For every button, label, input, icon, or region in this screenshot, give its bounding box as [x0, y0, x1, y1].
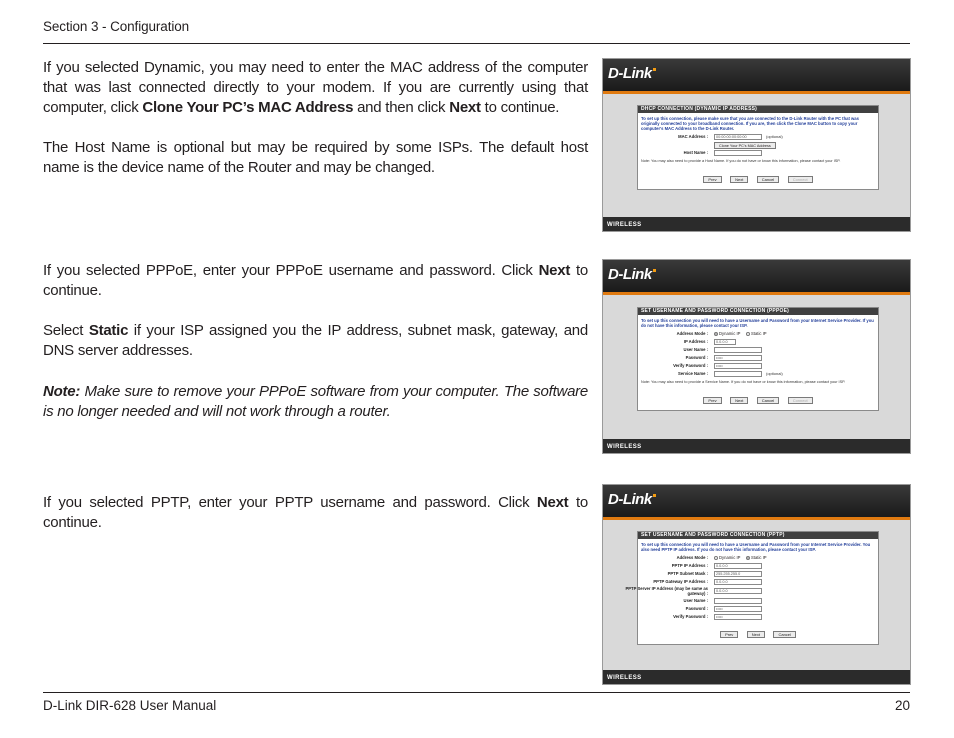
button-row — [638, 166, 878, 189]
button-row — [638, 387, 878, 410]
dlink-logo: D-Link — [608, 65, 656, 82]
host-row — [638, 149, 878, 157]
dlink-logo: D-Link — [608, 266, 656, 283]
ip-label: IP Address : — [683, 339, 708, 344]
gateway-label: PPTP Gateway IP Address : — [653, 579, 708, 584]
static-ip-option[interactable]: Static IP — [746, 330, 767, 338]
pptp-paragraph: If you selected PPTP, enter your PPTP username and password. Click Next to continue. — [43, 494, 588, 531]
service-input[interactable] — [714, 371, 762, 377]
next-button[interactable]: Next — [730, 176, 748, 183]
wireless-bar — [603, 439, 910, 453]
ip-row — [638, 338, 878, 346]
host-input[interactable] — [714, 150, 762, 156]
gateway-input[interactable]: 0.0.0.0 — [714, 579, 762, 585]
connect-button[interactable]: Connect — [788, 176, 813, 183]
next-button[interactable]: Next — [747, 631, 765, 638]
dhcp-panel — [637, 105, 879, 190]
address-mode-row — [638, 330, 878, 338]
wireless-text: WIRELESS — [607, 444, 642, 450]
static-ip-option[interactable]: Static IP — [746, 554, 767, 562]
verify-row — [638, 613, 878, 621]
mac-input[interactable]: 00:00:00:00:00:00 — [714, 134, 762, 140]
prev-button[interactable]: Prev — [720, 631, 738, 638]
dlink-logo: D-Link — [608, 491, 656, 508]
gateway-row — [638, 578, 878, 586]
ip-input[interactable]: 0.0.0.0 — [714, 563, 762, 569]
user-row — [638, 597, 878, 605]
connect-button[interactable]: Connect — [788, 397, 813, 404]
note-paragraph: Note: Make sure to remove your PPPoE software from your computer. The software is no longer needed and will not work through a router. — [43, 383, 588, 420]
brand-accent — [603, 517, 910, 520]
brand-accent — [603, 91, 910, 94]
address-mode-label: Address Mode : — [676, 555, 708, 560]
host-name-paragraph: The Host Name is optional but may be required by some ISPs. The default host name is the device name of the Router and may be changed. — [43, 139, 588, 176]
service-row — [638, 370, 878, 378]
clone-mac-button[interactable]: Clone Your PC's MAC Address — [714, 142, 776, 149]
user-input[interactable] — [714, 598, 762, 604]
panel-title: SET USERNAME AND PASSWORD CONNECTION (PPTP) — [638, 532, 878, 539]
password-label: Password : — [685, 355, 708, 360]
password-label: Password : — [685, 606, 708, 611]
mac-row — [638, 133, 878, 141]
user-input[interactable] — [714, 347, 762, 353]
password-input[interactable]: ••••• — [714, 606, 762, 612]
server-label: PPTP Server IP Address (may be same as gateway) : — [625, 586, 708, 596]
header-rule — [43, 43, 910, 44]
verify-label: Verify Password : — [673, 363, 708, 368]
prev-button[interactable]: Prev — [703, 176, 721, 183]
address-mode-label: Address Mode : — [676, 331, 708, 336]
ip-row — [638, 562, 878, 570]
radio-icon[interactable] — [714, 332, 718, 336]
dynamic-ip-option[interactable]: Dynamic IP — [714, 554, 740, 562]
panel-intro: To set up this connection, please make sure that you are connected to the D-Link Router with the PC that was originally connected to your broadband connection. If you are, then click the Clone MAC button to copy your computer's MAC Address to the D-Link Router. — [641, 116, 859, 131]
section-header: Section 3 - Configuration — [43, 19, 190, 34]
wireless-bar — [603, 670, 910, 684]
button-row — [638, 621, 878, 644]
panel-note: Note: You may also need to provide a Host Name. If you do not have or know this information, please contact your ISP. — [641, 159, 841, 163]
wireless-bar — [603, 217, 910, 231]
mask-input[interactable]: 255.255.255.0 — [714, 571, 762, 577]
mask-row — [638, 570, 878, 578]
mac-label: MAC Address : — [678, 134, 708, 139]
verify-input[interactable]: ••••• — [714, 363, 762, 369]
brand-accent — [603, 292, 910, 295]
brand-bar — [603, 59, 910, 91]
user-row — [638, 346, 878, 354]
panel-title: DHCP CONNECTION (DYNAMIC IP ADDRESS) — [638, 106, 878, 113]
verify-input[interactable]: ••••• — [714, 614, 762, 620]
wireless-text: WIRELESS — [607, 675, 642, 681]
cancel-button[interactable]: Cancel — [773, 631, 795, 638]
page-number: 20 — [894, 698, 910, 713]
service-label: Service Name : — [677, 371, 708, 376]
radio-icon[interactable] — [714, 556, 718, 560]
user-label: User Name : — [683, 598, 708, 603]
pppoe-panel — [637, 307, 879, 411]
optional-text: (optional) — [766, 134, 783, 139]
panel-intro: To set up this connection you will need to have a Username and Password from your Internet Service Provider. If you do not have this information, please contact your ISP. — [641, 318, 874, 328]
user-label: User Name : — [683, 347, 708, 352]
dynamic-ip-option[interactable]: Dynamic IP — [714, 330, 740, 338]
ip-input[interactable]: 0.0.0.0 — [714, 339, 736, 345]
host-label: Host Name : — [683, 150, 708, 155]
verify-label: Verify Password : — [673, 614, 708, 619]
password-row — [638, 354, 878, 362]
pppoe-paragraph: If you selected PPPoE, enter your PPPoE username and password. Click Next to continue. — [43, 262, 588, 299]
dynamic-paragraph: If you selected Dynamic, you may need to enter the MAC address of the computer that was last connected directly to your modem. If you are currently using that computer, click Clone Your PC’s MAC Address and then click Next to continue. — [43, 59, 588, 116]
password-input[interactable]: ••••• — [714, 355, 762, 361]
wireless-text: WIRELESS — [607, 222, 642, 228]
address-mode-row — [638, 554, 878, 562]
panel-note: Note: You may also need to provide a Service Name. If you do not have or know this information, please contact your ISP. — [641, 380, 846, 384]
cancel-button[interactable]: Cancel — [757, 176, 779, 183]
radio-icon[interactable] — [746, 332, 750, 336]
dhcp-screenshot — [602, 58, 911, 232]
mask-label: PPTP Subnet Mask : — [667, 571, 708, 576]
password-row — [638, 605, 878, 613]
pppoe-screenshot — [602, 259, 911, 454]
panel-intro: To set up this connection you will need to have a Username and Password from your Internet Service Provider. You also need PPTP IP address. If you do not have this information, please contact your ISP. — [641, 542, 871, 552]
footer-rule — [43, 692, 910, 693]
manual-title: D-Link DIR-628 User Manual — [43, 698, 217, 713]
static-paragraph: Select Static if your ISP assigned you the IP address, subnet mask, gateway, and DNS server addresses. — [43, 322, 588, 359]
prev-button[interactable]: Prev — [703, 397, 721, 404]
server-input[interactable]: 0.0.0.0 — [714, 588, 762, 594]
cancel-button[interactable]: Cancel — [757, 397, 779, 404]
ip-label: PPTP IP Address : — [671, 563, 708, 568]
brand-bar — [603, 485, 910, 517]
server-row — [625, 586, 878, 597]
verify-row — [638, 362, 878, 370]
brand-bar — [603, 260, 910, 292]
optional-text: (optional) — [766, 371, 783, 376]
pptp-screenshot — [602, 484, 911, 685]
pptp-panel — [625, 531, 879, 645]
clone-row — [638, 141, 878, 149]
radio-icon[interactable] — [746, 556, 750, 560]
next-button[interactable]: Next — [730, 397, 748, 404]
panel-title: SET USERNAME AND PASSWORD CONNECTION (PPPOE) — [638, 308, 878, 315]
